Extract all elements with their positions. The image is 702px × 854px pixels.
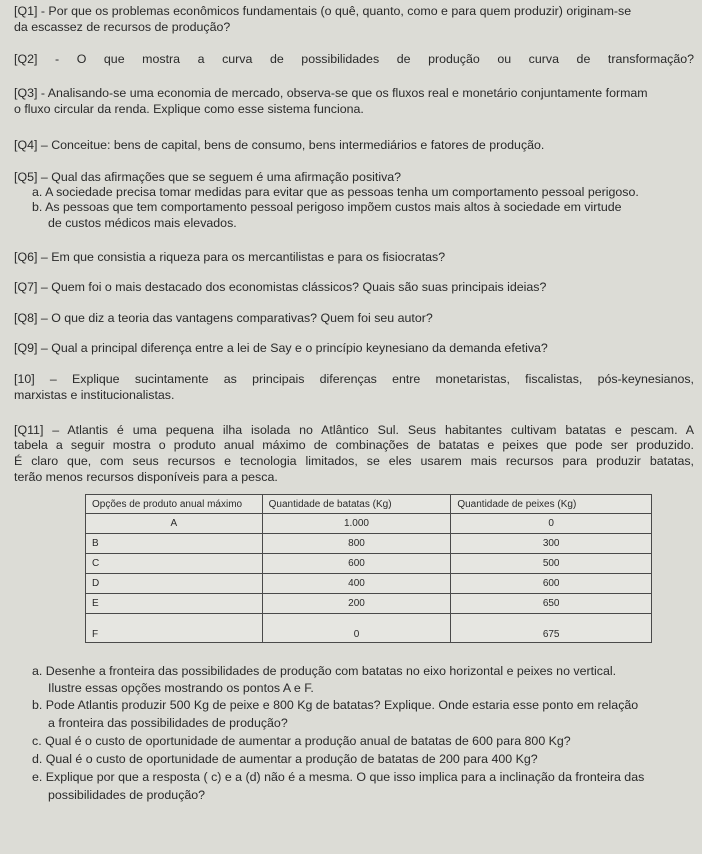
fish-cell: 600 — [451, 574, 652, 594]
option-cell: B — [86, 534, 263, 554]
q5-stem: [Q5] – Qual das afirmações que se seguem é uma afirmação positiva? — [14, 170, 402, 184]
option-cell: D — [86, 574, 263, 594]
table-row — [86, 594, 652, 614]
q5-option-b-line-1: b. As pessoas que tem comportamento pessoal perigoso impõem custos mais altos à sociedade em virtude — [32, 200, 622, 214]
table-row — [86, 514, 652, 534]
potatoes-cell: 400 — [262, 574, 451, 594]
table-row — [86, 554, 652, 574]
subquestion-e-line-2: possibilidades de produção? — [48, 788, 206, 802]
subquestion-c: c. Qual é o custo de oportunidade de aumentar a produção anual de batatas de 600 para 800 Kg? — [32, 734, 571, 748]
table-row — [86, 534, 652, 554]
q10-line-2: marxistas e institucionalistas. — [14, 388, 175, 402]
q6-text: [Q6] – Em que consistia a riqueza para os mercantilistas e para os fisiocratas? — [14, 250, 446, 264]
q7-text: [Q7] – Quem foi o mais destacado dos economistas clássicos? Quais são suas principais ideias? — [14, 280, 547, 294]
table-row — [86, 614, 652, 643]
q4-text: [Q4] – Conceitue: bens de capital, bens de consumo, bens intermediários e fatores de produção. — [14, 138, 545, 152]
option-cell: E — [86, 594, 263, 614]
q11-line-2: tabela a seguir mostra o produto anual máximo de combinações de batatas e peixes que pode ser produzido. — [14, 438, 694, 452]
fish-cell: 300 — [451, 534, 652, 554]
subquestion-a-line-2: Ilustre essas opções mostrando os pontos A e F. — [48, 681, 314, 695]
q1-line-2: da escassez de recursos de produção? — [14, 20, 231, 34]
option-cell: F — [86, 614, 263, 643]
production-possibilities-table — [85, 494, 652, 643]
table-header-row — [86, 495, 652, 514]
q5-option-a: a. A sociedade precisa tomar medidas para evitar que as pessoas tenha um comportamento pessoal perigoso. — [32, 185, 639, 199]
option-cell: A — [86, 514, 263, 534]
subquestion-d: d. Qual é o custo de oportunidade de aumentar a produção de batatas de 200 para 400 Kg? — [32, 752, 538, 766]
header-potatoes: Quantidade de batatas (Kg) — [262, 495, 451, 514]
fish-cell: 500 — [451, 554, 652, 574]
fish-cell: 675 — [451, 614, 652, 643]
fish-cell: 0 — [451, 514, 652, 534]
potatoes-cell: 0 — [262, 614, 451, 643]
subquestion-a-line-1: a. Desenhe a fronteira das possibilidades de produção com batatas no eixo horizontal e peixes no vertical. — [32, 664, 617, 678]
q9-text: [Q9] – Qual a principal diferença entre a lei de Say e o princípio keynesiano da demanda efetiva? — [14, 341, 548, 355]
subquestion-b-line-1: b. Pode Atlantis produzir 500 Kg de peixe e 800 Kg de batatas? Explique. Onde estaria esse ponto em relação — [32, 698, 639, 712]
q3-line-1: [Q3] - Analisando-se uma economia de mercado, observa-se que os fluxos real e monetário conjuntamente formam — [14, 86, 648, 100]
fish-cell: 650 — [451, 594, 652, 614]
header-options: Opções de produto anual máximo — [86, 495, 263, 514]
q5-option-b-line-2: de custos médicos mais elevados. — [48, 216, 237, 230]
q1-line-1: [Q1] - Por que os problemas econômicos fundamentais (o quê, quanto, como e para quem produzir) originam-se — [14, 4, 632, 18]
q11-line-3: É claro que, com seus recursos e tecnologia limitados, se eles usarem mais recursos para produzir batatas, — [14, 454, 694, 468]
q8-text: [Q8] – O que diz a teoria das vantagens comparativas? Quem foi seu autor? — [14, 311, 433, 325]
q3-line-2: o fluxo circular da renda. Explique como esse sistema funciona. — [14, 102, 364, 116]
subquestion-b-line-2: a fronteira das possibilidades de produção? — [48, 716, 288, 730]
header-fish: Quantidade de peixes (Kg) — [451, 495, 652, 514]
q10-line-1: [10] – Explique sucintamente as principais diferenças entre monetaristas, fiscalistas, pós-keynesianos, — [14, 372, 694, 386]
q11-line-1: [Q11] – Atlantis é uma pequena ilha isolada no Atlântico Sul. Seus habitantes cultivam batatas e pescam. A — [14, 423, 694, 437]
option-cell: C — [86, 554, 263, 574]
subquestion-e-line-1: e. Explique por que a resposta ( c) e a (d) não é a mesma. O que isso implica para a inclinação da fronteira das — [32, 770, 645, 784]
potatoes-cell: 1.000 — [262, 514, 451, 534]
table-row — [86, 574, 652, 594]
potatoes-cell: 600 — [262, 554, 451, 574]
q11-line-4: terão menos recursos disponíveis para a pesca. — [14, 470, 278, 484]
potatoes-cell: 200 — [262, 594, 451, 614]
potatoes-cell: 800 — [262, 534, 451, 554]
q2-text: [Q2] - O que mostra a curva de possibilidades de produção ou curva de transformação? — [14, 52, 694, 66]
